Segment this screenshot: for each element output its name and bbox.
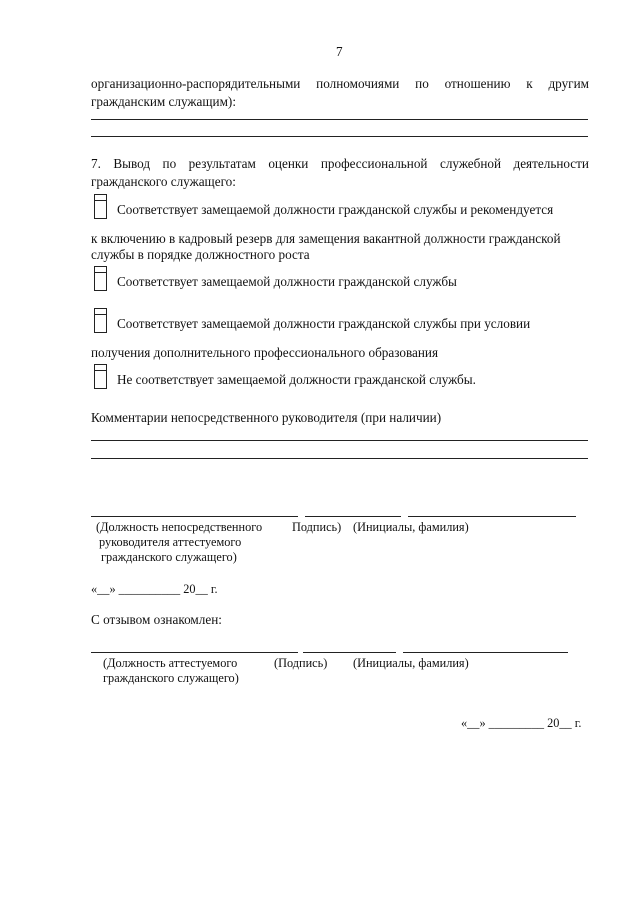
continuation-line-2: гражданским служащим):	[91, 94, 236, 109]
option-1-line-1: Соответствует замещаемой должности гражданской службы и рекомендуется	[117, 202, 554, 217]
page-number: 7	[336, 44, 343, 59]
employee-signature-caption: (Подпись)	[274, 656, 328, 670]
employee-position-caption-line-2: гражданского служащего)	[103, 671, 239, 685]
employee-position-caption-line-1: (Должность аттестуемого	[103, 656, 238, 670]
manager-signature-caption: Подпись)	[292, 520, 342, 534]
manager-date: «__» __________ 20__ г.	[91, 582, 218, 596]
option-3-line-1: Соответствует замещаемой должности гражданской службы при условии	[117, 316, 531, 331]
manager-name-caption: (Инициалы, фамилия)	[353, 520, 469, 534]
section-7-heading-line-2: гражданского служащего:	[91, 174, 236, 189]
manager-name-line	[408, 516, 576, 517]
manager-position-caption-line-2: руководителя аттестуемого	[99, 535, 242, 549]
comments-label: Комментарии непосредственного руководителя (при наличии)	[91, 410, 442, 425]
answer-line-1	[91, 119, 588, 120]
option-2-checkbox[interactable]	[94, 266, 107, 291]
option-1-line-3: службы в порядке должностного роста	[91, 247, 310, 262]
employee-position-line	[91, 652, 298, 653]
option-3-line-2: получения дополнительного профессионального образования	[91, 345, 439, 360]
comments-line-2	[91, 458, 588, 459]
acknowledgement-label: С отзывом ознакомлен:	[91, 612, 222, 627]
option-1-line-2: к включению в кадровый резерв для замещения вакантной должности гражданской	[91, 231, 561, 246]
answer-line-2	[91, 136, 588, 137]
continuation-line-1: организационно-распорядительными полномочиями по отношению к другим	[91, 76, 589, 91]
employee-signature-line	[303, 652, 396, 653]
option-1-checkbox[interactable]	[94, 194, 107, 219]
option-4-line-1: Не соответствует замещаемой должности гражданской службы.	[117, 372, 476, 387]
comments-line-1	[91, 440, 588, 441]
manager-position-caption-line-1: (Должность непосредственного	[96, 520, 263, 534]
option-2-line-1: Соответствует замещаемой должности гражданской службы	[117, 274, 457, 289]
option-3-checkbox[interactable]	[94, 308, 107, 333]
manager-position-caption-line-3: гражданского служащего)	[101, 550, 237, 564]
employee-date: «__» _________ 20__ г.	[461, 716, 582, 730]
section-7-heading-line-1: 7. Вывод по результатам оценки профессиональной служебной деятельности	[91, 156, 589, 171]
employee-name-caption: (Инициалы, фамилия)	[353, 656, 469, 670]
employee-name-line	[403, 652, 568, 653]
manager-position-line	[91, 516, 298, 517]
manager-signature-line	[305, 516, 401, 517]
option-4-checkbox[interactable]	[94, 364, 107, 389]
